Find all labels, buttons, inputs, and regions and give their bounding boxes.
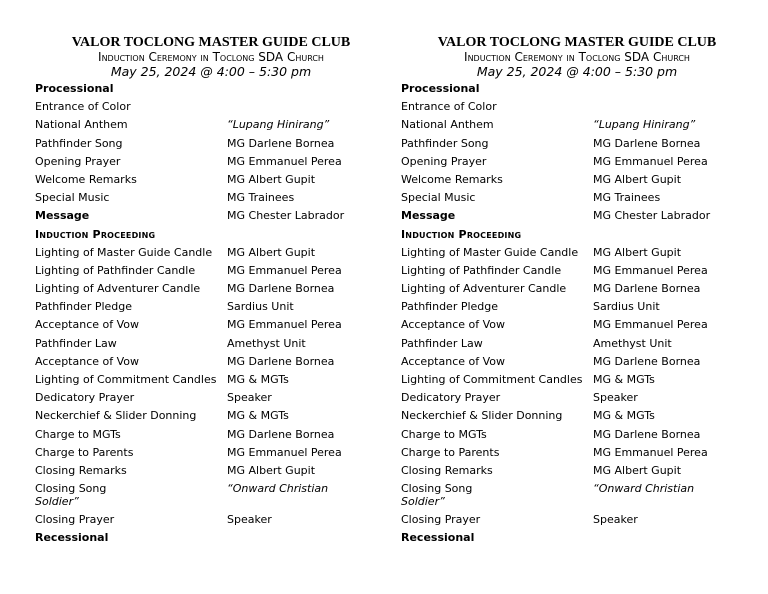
program-item-continuation: Soldier” bbox=[401, 495, 445, 509]
program-item-label bbox=[35, 264, 227, 277]
program-item-label bbox=[35, 191, 227, 204]
program-item-assignee: Speaker bbox=[227, 391, 272, 405]
program-item-assignee: MG Albert Gupit bbox=[593, 245, 682, 259]
program-item-label bbox=[35, 355, 227, 368]
program-item-label bbox=[401, 446, 593, 459]
program-item-label-text: Charge to Parents bbox=[401, 445, 500, 459]
program-item-label bbox=[401, 228, 593, 241]
program-item bbox=[35, 446, 387, 464]
program-item-label-text: Dedicatory Prayer bbox=[401, 391, 501, 405]
program-item-label-text: Lighting of Master Guide Candle bbox=[401, 245, 579, 259]
program-item-label-text: Acceptance of Vow bbox=[401, 318, 506, 332]
program-item-assignee: MG Darlene Bornea bbox=[227, 136, 335, 150]
program-item-label bbox=[35, 228, 227, 241]
program-item bbox=[35, 246, 387, 264]
program-item-assignee: Amethyst Unit bbox=[227, 336, 306, 350]
program-item-label-text: Pathfinder Pledge bbox=[35, 300, 133, 314]
program-item-label-text: Induction Proceeding bbox=[35, 227, 156, 241]
program-item-label-text: Charge to MGTs bbox=[401, 427, 487, 441]
program-item-label bbox=[35, 482, 227, 508]
program-item-label-text: Recessional bbox=[401, 531, 475, 545]
program-item-assignee: “Onward Christian bbox=[593, 482, 695, 496]
program-item-assignee: Speaker bbox=[227, 513, 272, 527]
program-item-label-text: Opening Prayer bbox=[35, 154, 121, 168]
program-item-assignee: MG Darlene Bornea bbox=[593, 354, 701, 368]
program-item-assignee: MG Trainees bbox=[227, 191, 295, 205]
program-item-label bbox=[35, 155, 227, 168]
program-item-label bbox=[35, 118, 227, 131]
program-item-label bbox=[35, 513, 227, 526]
program-item-label bbox=[35, 137, 227, 150]
program-column-right bbox=[401, 35, 753, 550]
program-column-left bbox=[35, 35, 387, 550]
program-item bbox=[401, 100, 753, 118]
event-subtitle: Induction Ceremony in Toclong SDA Church bbox=[464, 50, 690, 64]
program-item-label bbox=[35, 391, 227, 404]
program-item-assignee: MG Chester Labrador bbox=[593, 209, 711, 223]
program-item bbox=[401, 246, 753, 264]
program-item bbox=[401, 318, 753, 336]
program-item-label bbox=[35, 409, 227, 422]
program-item bbox=[35, 428, 387, 446]
program-item-label-text: Welcome Remarks bbox=[35, 172, 137, 186]
program-item bbox=[401, 531, 753, 549]
program-item-assignee: MG Emmanuel Perea bbox=[227, 154, 342, 168]
program-item-label-text: Welcome Remarks bbox=[401, 172, 503, 186]
program-item bbox=[401, 446, 753, 464]
program-item bbox=[401, 282, 753, 300]
program-item-label-text: Closing Prayer bbox=[401, 513, 481, 527]
program-item bbox=[401, 513, 753, 531]
program-item-label bbox=[401, 464, 593, 477]
program-item bbox=[401, 373, 753, 391]
program-item-label bbox=[35, 318, 227, 331]
program-item bbox=[35, 409, 387, 427]
program-item bbox=[401, 264, 753, 282]
program-item-label-text: Pathfinder Law bbox=[35, 336, 117, 350]
program-item bbox=[35, 118, 387, 136]
program-item-label bbox=[35, 428, 227, 441]
event-date: May 25, 2024 @ 4:00 – 5:30 pm bbox=[110, 64, 312, 79]
program-item-label-text: Lighting of Adventurer Candle bbox=[35, 282, 201, 296]
program-item-assignee: Sardius Unit bbox=[593, 300, 660, 314]
program-item-label-text: Pathfinder Song bbox=[35, 136, 123, 150]
program-item-label bbox=[401, 82, 593, 95]
program-item-assignee: MG Darlene Bornea bbox=[227, 354, 335, 368]
program-item-label bbox=[35, 373, 227, 386]
program-item-label-text: Acceptance of Vow bbox=[401, 354, 506, 368]
program-item-assignee: MG Albert Gupit bbox=[227, 245, 316, 259]
program-item bbox=[35, 191, 387, 209]
program-item-label-text: Lighting of Commitment Candles bbox=[401, 373, 583, 386]
club-title: VALOR TOCLONG MASTER GUIDE CLUB bbox=[71, 35, 351, 50]
program-item bbox=[401, 428, 753, 446]
program-item-label bbox=[401, 355, 593, 368]
program-item-assignee: MG Chester Labrador bbox=[227, 209, 345, 223]
program-item-label bbox=[401, 513, 593, 526]
program-item-label bbox=[401, 373, 593, 386]
program-item bbox=[35, 373, 387, 391]
program-item bbox=[401, 155, 753, 173]
program-item bbox=[35, 531, 387, 549]
program-item-label bbox=[35, 282, 227, 295]
program-item-label bbox=[401, 337, 593, 350]
program-item-label-text: Recessional bbox=[35, 531, 109, 545]
program-item-assignee: MG & MGTs bbox=[227, 373, 289, 386]
program-item-label-text: Closing Remarks bbox=[35, 463, 127, 477]
program-item-label bbox=[401, 482, 593, 508]
program-item-label bbox=[401, 531, 593, 544]
program-item bbox=[401, 82, 753, 100]
program-item bbox=[35, 228, 387, 246]
program-item bbox=[35, 513, 387, 531]
program-item-assignee: Speaker bbox=[593, 513, 638, 527]
program-item-assignee: MG Albert Gupit bbox=[227, 172, 316, 186]
program-item-label-text: Induction Proceeding bbox=[401, 227, 522, 241]
program-item-label-text: Lighting of Master Guide Candle bbox=[35, 245, 213, 259]
program-item-label bbox=[401, 209, 593, 222]
program-item-assignee: MG Albert Gupit bbox=[593, 463, 682, 477]
program-item-label bbox=[35, 337, 227, 350]
program-item bbox=[401, 464, 753, 482]
program-item-label-text: Processional bbox=[401, 82, 480, 95]
program-item-assignee: MG Darlene Bornea bbox=[593, 427, 701, 441]
program-item bbox=[401, 337, 753, 355]
program-item bbox=[35, 482, 387, 513]
program-item bbox=[35, 391, 387, 409]
program-item-label-text: Lighting of Pathfinder Candle bbox=[35, 263, 196, 277]
program-list bbox=[35, 82, 387, 550]
program-item-assignee: Sardius Unit bbox=[227, 300, 294, 314]
program-item-label bbox=[401, 191, 593, 204]
program-item-label-text: Pathfinder Song bbox=[401, 136, 489, 150]
program-item-continuation: Soldier” bbox=[35, 495, 79, 509]
program-item bbox=[35, 137, 387, 155]
program-item-label-text: Special Music bbox=[401, 191, 476, 205]
program-item bbox=[401, 482, 753, 513]
program-item-label-text: Message bbox=[401, 209, 456, 223]
program-item-label bbox=[35, 100, 227, 113]
program-item-assignee: MG Trainees bbox=[593, 191, 661, 205]
program-item-label bbox=[35, 446, 227, 459]
program-item bbox=[35, 300, 387, 318]
program-item bbox=[401, 409, 753, 427]
program-item-assignee: MG & MGTs bbox=[593, 373, 655, 386]
program-item-label-text: Lighting of Commitment Candles bbox=[35, 373, 217, 386]
program-item bbox=[35, 318, 387, 336]
program-item-label-text: Lighting of Pathfinder Candle bbox=[401, 263, 562, 277]
program-item-assignee: MG Albert Gupit bbox=[593, 172, 682, 186]
program-item bbox=[35, 355, 387, 373]
program-item-label-text: National Anthem bbox=[401, 118, 494, 132]
program-item-label bbox=[401, 300, 593, 313]
program-item-label bbox=[35, 464, 227, 477]
program-item-label-text: National Anthem bbox=[35, 118, 128, 132]
program-item-assignee: MG Darlene Bornea bbox=[227, 427, 335, 441]
program-item bbox=[35, 464, 387, 482]
program-item-label-text: Processional bbox=[35, 82, 114, 95]
program-item-assignee: MG Emmanuel Perea bbox=[227, 263, 342, 277]
program-item bbox=[35, 173, 387, 191]
program-item-label bbox=[35, 300, 227, 313]
program-item bbox=[35, 337, 387, 355]
program-item-label-text: Pathfinder Pledge bbox=[401, 300, 499, 314]
program-item-assignee: MG & MGTs bbox=[593, 409, 655, 423]
program-item-label-text: Special Music bbox=[35, 191, 110, 205]
program-item bbox=[35, 155, 387, 173]
program-item bbox=[401, 391, 753, 409]
program-item-assignee: MG Emmanuel Perea bbox=[227, 318, 342, 332]
program-item-label bbox=[35, 531, 227, 544]
program-item bbox=[401, 209, 753, 227]
program-item-label bbox=[401, 137, 593, 150]
program-item-label-text: Neckerchief & Slider Donning bbox=[401, 409, 563, 423]
program-item-label bbox=[401, 264, 593, 277]
event-subtitle: Induction Ceremony in Toclong SDA Church bbox=[98, 50, 324, 64]
program-item-assignee: MG Emmanuel Perea bbox=[593, 445, 708, 459]
program-item-assignee: “Onward Christian bbox=[227, 482, 329, 496]
program-item-assignee: MG Albert Gupit bbox=[227, 463, 316, 477]
program-item-label bbox=[35, 173, 227, 186]
program-item-assignee: Speaker bbox=[593, 391, 638, 405]
program-item-assignee: “Lupang Hinirang” bbox=[227, 118, 330, 132]
program-item bbox=[35, 100, 387, 118]
program-item-label bbox=[35, 82, 227, 95]
program-item-label-text: Entrance of Color bbox=[401, 100, 497, 114]
program-item-label bbox=[401, 155, 593, 168]
program-item-assignee: MG Darlene Bornea bbox=[593, 282, 701, 296]
program-item-label-text: Pathfinder Law bbox=[401, 336, 483, 350]
program-item-label-text: Dedicatory Prayer bbox=[35, 391, 135, 405]
program-item-label-text: Closing Song bbox=[35, 482, 107, 496]
program-item-label bbox=[401, 428, 593, 441]
program-item-label bbox=[35, 209, 227, 222]
program-item bbox=[35, 82, 387, 100]
program-item-label-text: Charge to MGTs bbox=[35, 427, 121, 441]
program-item-label-text: Charge to Parents bbox=[35, 445, 134, 459]
event-date: May 25, 2024 @ 4:00 – 5:30 pm bbox=[476, 64, 678, 79]
program-item-assignee: MG Emmanuel Perea bbox=[593, 318, 708, 332]
program-item bbox=[35, 264, 387, 282]
program-item bbox=[35, 209, 387, 227]
program-item bbox=[401, 118, 753, 136]
program-item-assignee: MG Darlene Bornea bbox=[227, 282, 335, 296]
club-title: VALOR TOCLONG MASTER GUIDE CLUB bbox=[437, 35, 717, 50]
program-item-assignee: MG Emmanuel Perea bbox=[593, 263, 708, 277]
program-item-assignee: MG Darlene Bornea bbox=[593, 136, 701, 150]
program-item-label-text: Opening Prayer bbox=[401, 154, 487, 168]
program-item-label-text: Message bbox=[35, 209, 90, 223]
program-item-label-text: Acceptance of Vow bbox=[35, 354, 140, 368]
program-item-label bbox=[401, 100, 593, 113]
program-item-label-text: Closing Remarks bbox=[401, 463, 493, 477]
program-item-label bbox=[35, 246, 227, 259]
program-item-label-text: Closing Prayer bbox=[35, 513, 115, 527]
program-item-label-text: Lighting of Adventurer Candle bbox=[401, 282, 567, 296]
program-list bbox=[401, 82, 753, 550]
program-item bbox=[401, 173, 753, 191]
program-item-label-text: Acceptance of Vow bbox=[35, 318, 140, 332]
program-item-label bbox=[401, 173, 593, 186]
program-item-assignee: MG Emmanuel Perea bbox=[593, 154, 708, 168]
program-item-label-text: Neckerchief & Slider Donning bbox=[35, 409, 197, 423]
program-item bbox=[401, 228, 753, 246]
program-item-assignee: MG Emmanuel Perea bbox=[227, 445, 342, 459]
program-item-label bbox=[401, 409, 593, 422]
program-item bbox=[401, 355, 753, 373]
program-item-label bbox=[401, 318, 593, 331]
program-item bbox=[401, 137, 753, 155]
program-item bbox=[35, 282, 387, 300]
program-item-assignee: Amethyst Unit bbox=[593, 336, 672, 350]
program-item bbox=[401, 191, 753, 209]
program-item-assignee: “Lupang Hinirang” bbox=[593, 118, 696, 132]
program-item-label bbox=[401, 246, 593, 259]
program-item-label bbox=[401, 391, 593, 404]
program-item-label-text: Closing Song bbox=[401, 482, 473, 496]
program-item-label bbox=[401, 118, 593, 131]
program-item-assignee: MG & MGTs bbox=[227, 409, 289, 423]
program-item bbox=[401, 300, 753, 318]
program-item-label bbox=[401, 282, 593, 295]
program-item-label-text: Entrance of Color bbox=[35, 100, 131, 114]
